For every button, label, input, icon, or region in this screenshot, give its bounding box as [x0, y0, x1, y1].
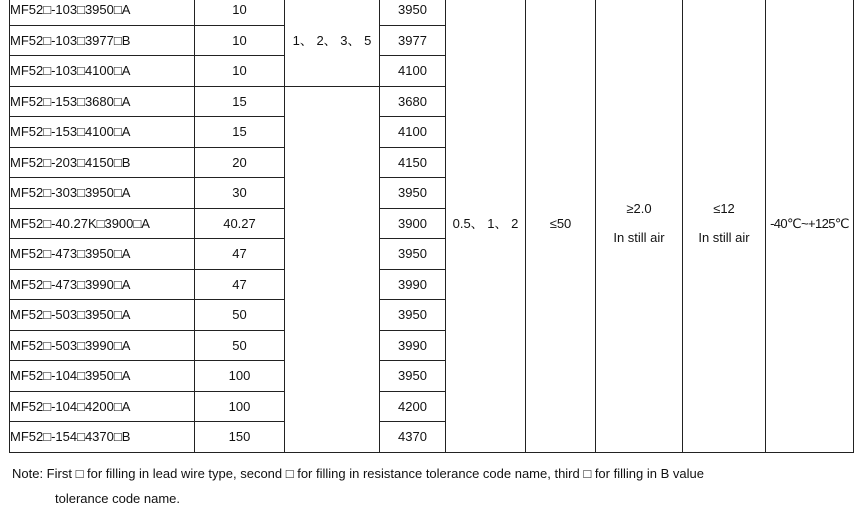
b-value-cell: 3680: [380, 86, 446, 117]
resistance-cell: 10: [195, 0, 285, 25]
temperature-cell: [766, 0, 854, 452]
resistance-cell: 40.27: [195, 208, 285, 239]
model-cell: MF52□-203□4150□B: [10, 147, 195, 178]
b-tolerance-cell: [446, 0, 526, 452]
resistance-cell: 30: [195, 178, 285, 209]
resistance-cell: 10: [195, 25, 285, 56]
b-value-cell: 3950: [380, 178, 446, 209]
footnote-line-1: Note: First □ for filling in lead wire type, second □ for filling in resistance tolerance code name, third □ for filling in B value: [12, 466, 704, 481]
spec-table: [9, 0, 854, 453]
model-cell: MF52□-503□3950□A: [10, 300, 195, 331]
model-cell: MF52□-473□3990□A: [10, 269, 195, 300]
resistance-tolerance-blank: [285, 86, 380, 452]
rated-power-value: ≤12: [713, 201, 735, 217]
rated-power-note: In still air: [698, 230, 750, 246]
model-cell: MF52□-103□4100□A: [10, 56, 195, 87]
model-cell: MF52□-103□3950□A: [10, 0, 195, 25]
b-value-cell: 3950: [380, 239, 446, 270]
b-value-cell: 3977: [380, 25, 446, 56]
b-value-cell: 4150: [380, 147, 446, 178]
b-value-cell: 3950: [380, 300, 446, 331]
resistance-cell: 50: [195, 300, 285, 331]
model-cell: MF52□-503□3990□A: [10, 330, 195, 361]
resistance-cell: 20: [195, 147, 285, 178]
b-value-cell: 3950: [380, 0, 446, 25]
model-cell: MF52□-153□4100□A: [10, 117, 195, 148]
b-value-cell: 4100: [380, 117, 446, 148]
b-value-cell: 4370: [380, 422, 446, 453]
model-cell: MF52□-40.27K□3900□A: [10, 208, 195, 239]
footnote: [12, 461, 842, 511]
time-constant-value: ≤50: [549, 215, 572, 231]
resistance-cell: 15: [195, 86, 285, 117]
resistance-cell: 150: [195, 422, 285, 453]
time-constant-cell: [526, 0, 596, 452]
b-value-cell: 4200: [380, 391, 446, 422]
model-cell: MF52□-103□3977□B: [10, 25, 195, 56]
b-value-cell: 3950: [380, 361, 446, 392]
b-value-cell: 3990: [380, 269, 446, 300]
footnote-line-2: tolerance code name.: [55, 491, 181, 506]
dissipation-value: ≥2.0: [626, 201, 652, 217]
b-value-cell: 3990: [380, 330, 446, 361]
b-value-cell: 4100: [380, 56, 446, 87]
resistance-cell: 10: [195, 56, 285, 87]
rated-power-cell: [683, 0, 766, 452]
b-value-cell: 3900: [380, 208, 446, 239]
dissipation-cell: [596, 0, 683, 452]
resistance-cell: 15: [195, 117, 285, 148]
model-cell: MF52□-104□4200□A: [10, 391, 195, 422]
resistance-cell: 47: [195, 239, 285, 270]
resistance-cell: 47: [195, 269, 285, 300]
resistance-cell: 50: [195, 330, 285, 361]
model-cell: MF52□-473□3950□A: [10, 239, 195, 270]
model-cell: MF52□-303□3950□A: [10, 178, 195, 209]
resistance-cell: 100: [195, 361, 285, 392]
table-row: [10, 0, 854, 25]
temperature-value: -40℃~+125℃: [770, 215, 849, 231]
resistance-tolerance-cell: 1、 2、 3、 5: [285, 0, 380, 86]
model-cell: MF52□-153□3680□A: [10, 86, 195, 117]
b-tolerance-value: 0.5、 1、 2: [452, 215, 519, 231]
model-cell: MF52□-154□4370□B: [10, 422, 195, 453]
dissipation-note: In still air: [613, 230, 665, 246]
spec-table-body: [10, 0, 854, 452]
resistance-cell: 100: [195, 391, 285, 422]
model-cell: MF52□-104□3950□A: [10, 361, 195, 392]
